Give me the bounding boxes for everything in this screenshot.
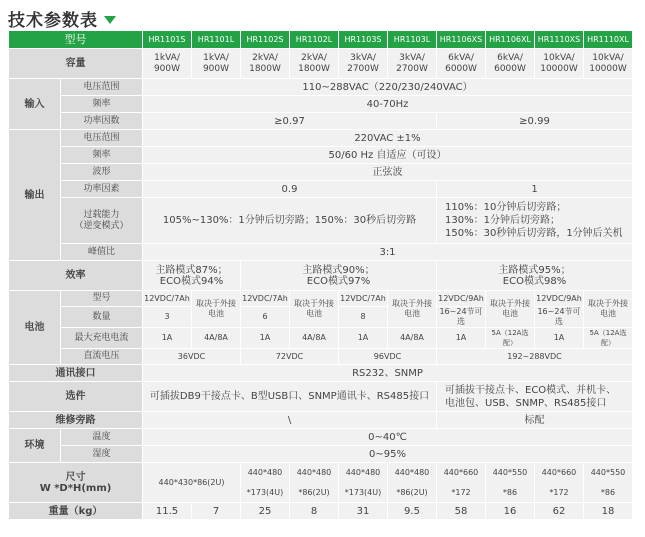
weight-cell: 58 <box>437 503 486 520</box>
battery-charge-cell: 1A <box>143 328 192 349</box>
efficiency-g2: 主路模式90%； ECO模式97% <box>241 261 437 291</box>
battery-charge-cell: 4A/8A <box>388 328 437 349</box>
output-voltage-value: 220VAC ±1% <box>143 130 633 147</box>
model-header: HR1103S <box>339 31 388 49</box>
size-label: 尺寸 W *D*H(mm) <box>9 463 143 503</box>
size-cell: 440*660 *172 <box>437 463 486 503</box>
weight-row <box>9 503 633 520</box>
output-crest-label: 峰值比 <box>61 244 143 261</box>
output-freq-label: 频率 <box>61 147 143 164</box>
battery-charge-label: 最大充电电流 <box>61 328 143 349</box>
comm-row <box>9 365 633 382</box>
weight-cell: 7 <box>192 503 241 520</box>
model-header: HR1101L <box>192 31 241 49</box>
battery-model-cell: 12VDC/9Ah <box>535 291 584 307</box>
input-pf-label: 功率因数 <box>61 113 143 130</box>
capacity-cell: 3kVA/ 2700W <box>388 49 437 79</box>
battery-dc-label: 直流电压 <box>61 349 143 365</box>
env-label: 环境 <box>9 429 61 463</box>
battery-charge-row <box>9 328 633 349</box>
battery-dc-row <box>9 349 633 365</box>
env-temp-label: 温度 <box>61 429 143 446</box>
model-header: HR1103L <box>388 31 437 49</box>
battery-model-cell: 12VDC/7Ah <box>143 291 192 307</box>
options-value-a: 可插拔DB9干接点卡、B型USB口、SNMP通讯卡、RS485接口 <box>143 382 437 412</box>
capacity-cell: 6kVA/ 6000W <box>437 49 486 79</box>
size-cell: 440*430*86(2U) <box>143 463 241 503</box>
input-pf-value-a: ≥0.97 <box>143 113 437 130</box>
output-freq-row <box>9 147 633 164</box>
comm-value: RS232、SNMP <box>143 365 633 382</box>
battery-qty-cell: 3 <box>143 307 192 328</box>
battery-dc-cell: 36VDC <box>143 349 241 365</box>
input-voltage-row <box>9 79 633 96</box>
weight-cell: 9.5 <box>388 503 437 520</box>
size-cell: 440*550 *86 <box>486 463 535 503</box>
options-value-b: 可插拔干接点卡、ECO模式、并机卡、 电池包、USB、SNMP、RS485接口 <box>437 382 633 412</box>
input-voltage-label: 电压范围 <box>61 79 143 96</box>
model-header: HR1110XL <box>584 31 633 49</box>
output-pf-value-a: 0.9 <box>143 181 437 198</box>
battery-charge-cell: 1A <box>437 328 486 349</box>
battery-label: 电池 <box>9 291 61 365</box>
output-voltage-row <box>9 130 633 147</box>
battery-qty-cell: 8 <box>339 307 388 328</box>
battery-model-label: 型号 <box>61 291 143 307</box>
battery-charge-cell: 1A <box>535 328 584 349</box>
capacity-cell: 3kVA/ 2700W <box>339 49 388 79</box>
battery-qty-label: 数量 <box>61 307 143 328</box>
input-freq-value: 40-70Hz <box>143 96 633 113</box>
battery-dc-cell: 192~288VDC <box>437 349 633 365</box>
weight-cell: 16 <box>486 503 535 520</box>
model-header: HR1102L <box>290 31 339 49</box>
input-freq-label: 频率 <box>61 96 143 113</box>
input-label: 输入 <box>9 79 61 130</box>
battery-qty-cell: 6 <box>241 307 290 328</box>
battery-qty-cell: 16~24节可选 <box>535 307 584 328</box>
output-pf-row <box>9 181 633 198</box>
capacity-cell: 1kVA/ 900W <box>143 49 192 79</box>
output-label: 输出 <box>9 130 61 261</box>
size-cell: 440*550 *86 <box>584 463 633 503</box>
env-temp-value: 0~40℃ <box>143 429 633 446</box>
efficiency-row <box>9 261 633 291</box>
input-freq-row <box>9 96 633 113</box>
env-hum-value: 0~95% <box>143 446 633 463</box>
battery-model-cell: 12VDC/9Ah <box>437 291 486 307</box>
battery-charge-cell: 4A/8A <box>290 328 339 349</box>
capacity-row <box>9 49 633 79</box>
bypass-value-b: 标配 <box>437 412 633 429</box>
battery-external-cell: 取决于外接电池 <box>192 291 241 328</box>
battery-dc-cell: 96VDC <box>339 349 437 365</box>
battery-dc-cell: 72VDC <box>241 349 339 365</box>
output-overload-value-b: 110%：10分钟后切旁路； 130%：1分钟后切旁路； 150%：30秒钟后切旁路，1分钟后关机 <box>437 198 633 244</box>
battery-external-cell: 取决于外接电池 <box>584 291 633 328</box>
output-pf-label: 功率因素 <box>61 181 143 198</box>
capacity-label: 容量 <box>9 49 143 79</box>
battery-charge-cell: 1A <box>339 328 388 349</box>
output-voltage-label: 电压范围 <box>61 130 143 147</box>
input-voltage-value: 110~288VAC（220/230/240VAC） <box>143 79 633 96</box>
model-header: HR1106XS <box>437 31 486 49</box>
capacity-cell: 6kVA/ 6000W <box>486 49 535 79</box>
bypass-label: 维修旁路 <box>9 412 143 429</box>
input-pf-row <box>9 113 633 130</box>
weight-cell: 8 <box>290 503 339 520</box>
options-label: 选件 <box>9 382 143 412</box>
battery-model-row <box>9 291 633 307</box>
model-header-label: 型号 <box>9 31 143 49</box>
page-title: 技术参数表 <box>8 10 98 31</box>
efficiency-g1: 主路模式87%； ECO模式94% <box>143 261 241 291</box>
size-cell: 440*480 *173(4U) <box>241 463 290 503</box>
model-header: HR1102S <box>241 31 290 49</box>
header-row <box>9 31 633 49</box>
battery-external-cell: 取决于外接电池 <box>388 291 437 328</box>
battery-qty-cell: 16~24节可选 <box>437 307 486 328</box>
output-crest-row <box>9 244 633 261</box>
output-freq-value: 50/60 Hz 自适应（可设） <box>143 147 633 164</box>
model-header: HR1101S <box>143 31 192 49</box>
model-header: HR1110XS <box>535 31 584 49</box>
battery-model-cell: 12VDC/7Ah <box>241 291 290 307</box>
efficiency-label: 效率 <box>9 261 143 291</box>
expand-triangle-icon[interactable] <box>104 16 116 24</box>
env-hum-label: 湿度 <box>61 446 143 463</box>
output-wave-value: 正弦波 <box>143 164 633 181</box>
battery-charge-cell: 5A（12A选配） <box>486 328 535 349</box>
output-wave-label: 波形 <box>61 164 143 181</box>
output-overload-value-a: 105%~130%：1分钟后切旁路；150%：30秒后切旁路 <box>143 198 437 244</box>
battery-external-cell: 取决于外接电池 <box>290 291 339 328</box>
efficiency-g3: 主路模式95%； ECO模式98% <box>437 261 633 291</box>
input-pf-value-b: ≥0.99 <box>437 113 633 130</box>
battery-model-cell: 12VDC/7Ah <box>339 291 388 307</box>
env-temp-row <box>9 429 633 446</box>
output-overload-label: 过载能力 （逆变模式） <box>61 198 143 244</box>
capacity-cell: 10kVA/ 10000W <box>535 49 584 79</box>
weight-label: 重量（kg） <box>9 503 143 520</box>
weight-cell: 31 <box>339 503 388 520</box>
capacity-cell: 10kVA/ 10000W <box>584 49 633 79</box>
output-crest-value: 3:1 <box>143 244 633 261</box>
size-cell: 440*480 *173(4U) <box>339 463 388 503</box>
weight-cell: 11.5 <box>143 503 192 520</box>
size-cell: 440*480 *86(2U) <box>388 463 437 503</box>
comm-label: 通讯接口 <box>9 365 143 382</box>
options-row <box>9 382 633 412</box>
weight-cell: 18 <box>584 503 633 520</box>
bypass-row <box>9 412 633 429</box>
weight-cell: 62 <box>535 503 584 520</box>
battery-charge-cell: 1A <box>241 328 290 349</box>
output-wave-row <box>9 164 633 181</box>
output-pf-value-b: 1 <box>437 181 633 198</box>
size-cell: 440*660 *172 <box>535 463 584 503</box>
env-hum-row <box>9 446 633 463</box>
capacity-cell: 1kVA/ 900W <box>192 49 241 79</box>
spec-table <box>8 30 633 520</box>
battery-charge-cell: 4A/8A <box>192 328 241 349</box>
bypass-value-a: \ <box>143 412 437 429</box>
size-row <box>9 463 633 503</box>
weight-cell: 25 <box>241 503 290 520</box>
output-overload-row <box>9 198 633 244</box>
capacity-cell: 2kVA/ 1800W <box>241 49 290 79</box>
page-title-block <box>8 6 116 30</box>
capacity-cell: 2kVA/ 1800W <box>290 49 339 79</box>
battery-charge-cell: 5A（12A选配） <box>584 328 633 349</box>
size-cell: 440*480 *86(2U) <box>290 463 339 503</box>
model-header: HR1106XL <box>486 31 535 49</box>
battery-external-cell: 取决于外接电池 <box>486 291 535 328</box>
